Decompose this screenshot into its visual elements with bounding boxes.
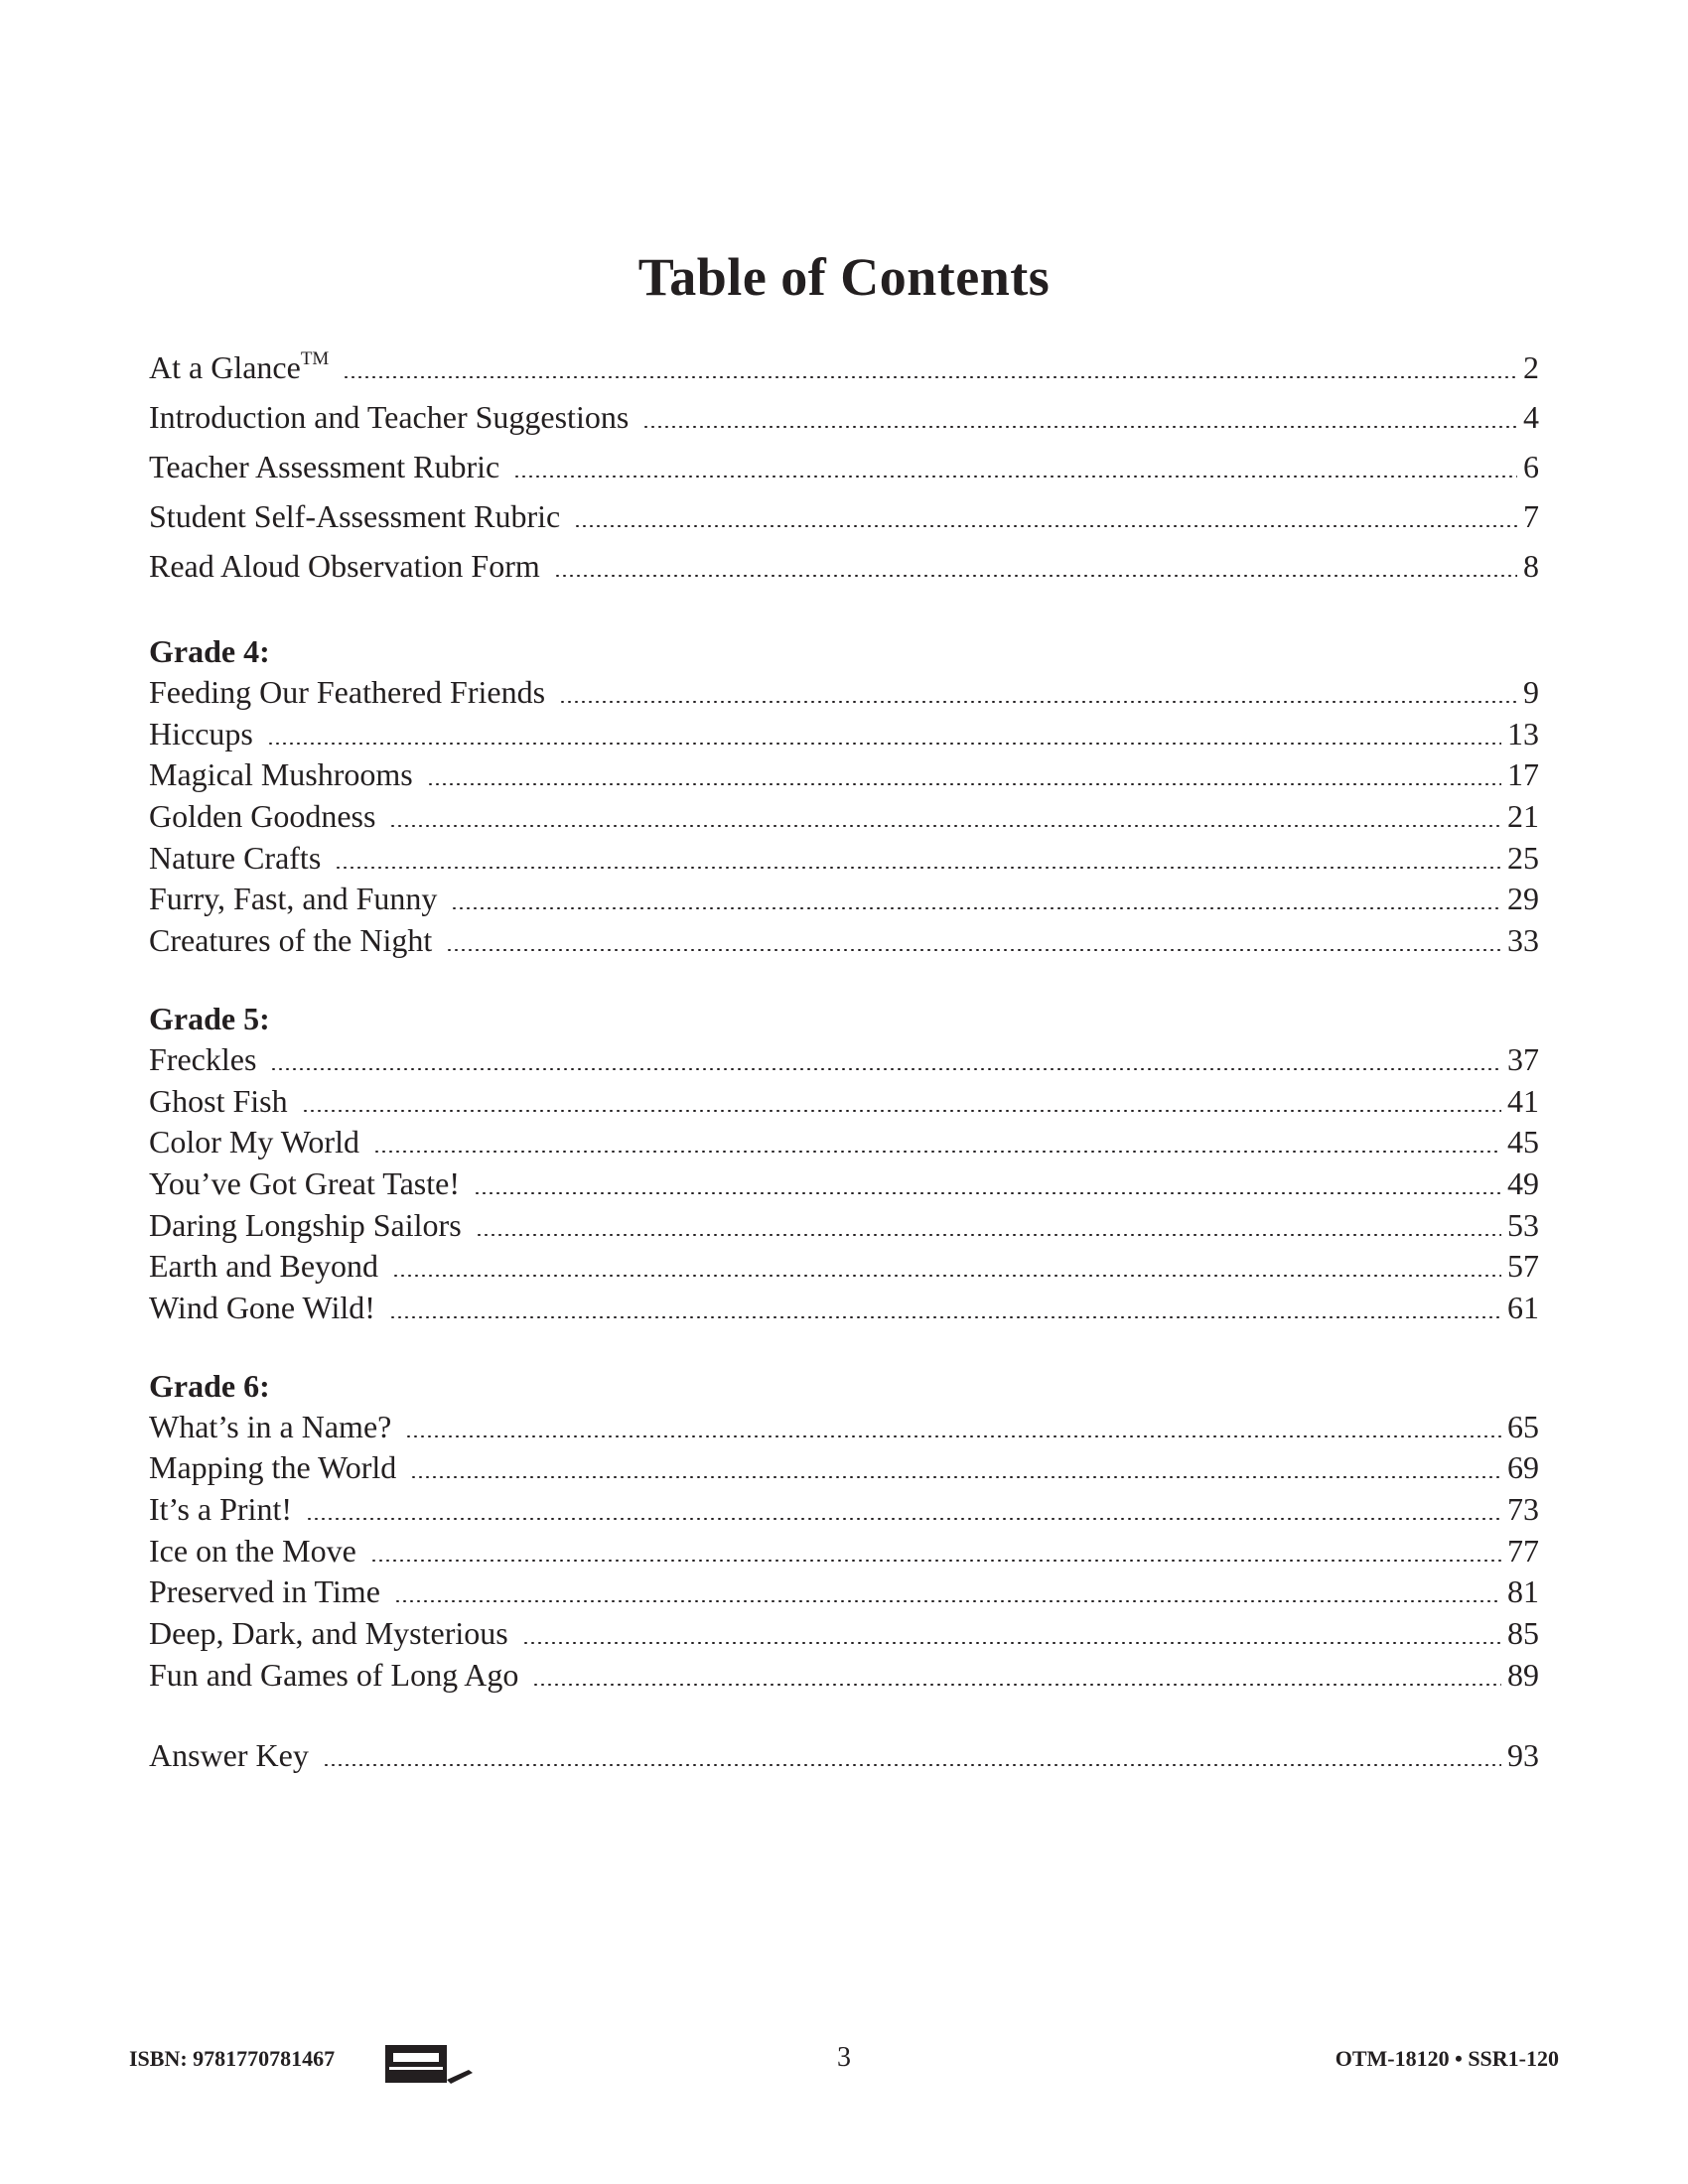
product-code: OTM-18120 • SSR1-120 [1335,2046,1559,2071]
toc-entry[interactable] [149,1246,1539,1288]
dot-leader [513,476,1517,478]
table-of-contents [149,342,1539,1777]
toc-entry[interactable] [149,838,1539,880]
toc-entry-label: Freckles [149,1040,257,1077]
dot-leader [642,426,1517,428]
toc-entry-label: Feeding Our Feathered Friends [149,674,546,710]
dot-leader [335,867,1501,869]
dot-leader [559,701,1517,703]
dot-leader [270,1068,1501,1070]
dot-leader [451,907,1501,909]
dot-leader [394,1600,1501,1602]
toc-entry-page: 45 [1507,1124,1539,1160]
toc-entry-label: Mapping the World [149,1449,397,1486]
toc-entry[interactable] [149,920,1539,962]
dot-leader [373,1151,1501,1153]
toc-entry-page: 33 [1507,922,1539,959]
toc-entry-label: Color My World [149,1124,359,1160]
grade-4-section [149,630,1539,962]
toc-entry[interactable] [149,1571,1539,1613]
toc-entry-label: Student Self-Assessment Rubric [149,498,561,534]
toc-entry-label: Teacher Assessment Rubric [149,449,500,484]
toc-entry[interactable] [149,714,1539,755]
toc-intro-section [149,342,1539,591]
toc-entry-label: Nature Crafts [149,839,322,876]
toc-entry-label: It’s a Print! [149,1491,292,1527]
grade-6-section [149,1365,1539,1697]
toc-entry-label: Fun and Games of Long Ago [149,1656,519,1693]
toc-entry[interactable] [149,1205,1539,1247]
toc-entry-label: Furry, Fast, and Funny [149,881,438,917]
dot-leader [389,1316,1501,1318]
toc-entry[interactable] [149,491,1539,541]
toc-entry[interactable] [149,392,1539,442]
toc-entry-label: Golden Goodness [149,798,376,835]
toc-entry-label: Ghost Fish [149,1082,288,1119]
toc-entry-page: 21 [1507,798,1539,835]
dot-leader [302,1110,1501,1112]
toc-entry[interactable] [149,1163,1539,1205]
dot-leader [574,525,1517,527]
dot-leader [306,1518,1501,1520]
toc-entry-page: 2 [1523,349,1539,385]
toc-entry-label: Deep, Dark, and Mysterious [149,1615,508,1652]
toc-entry-page: 8 [1523,548,1539,584]
toc-entry-label: Read Aloud Observation Form [149,548,540,584]
toc-entry-label: Wind Gone Wild! [149,1289,375,1325]
toc-entry-label: Daring Longship Sailors [149,1206,462,1243]
toc-entry-page: 89 [1507,1656,1539,1693]
dot-leader [476,1234,1501,1236]
toc-entry-label: Answer Key [149,1737,309,1774]
toc-entry[interactable] [149,1613,1539,1655]
page-number: 3 [837,2042,851,2073]
grade-heading: Grade 6: [149,1367,270,1404]
toc-entry-label: Introduction and Teacher Suggestions [149,399,630,435]
grade-heading: Grade 5: [149,1000,270,1036]
toc-entry-label: What’s in a Name? [149,1408,392,1444]
toc-entry-label: At a Glance™ [149,348,330,385]
toc-entry[interactable] [149,342,1539,392]
dot-leader [267,743,1501,745]
toc-entry[interactable] [149,1531,1539,1572]
toc-entry[interactable] [149,1407,1539,1448]
grade-heading: Grade 4: [149,633,270,669]
page-title: Table of Contents [637,247,1051,308]
toc-entry-page: 77 [1507,1532,1539,1569]
toc-entry[interactable] [149,541,1539,591]
toc-entry[interactable] [149,1447,1539,1489]
toc-entry[interactable] [149,1489,1539,1531]
toc-entry-page: 53 [1507,1206,1539,1243]
toc-entry-label: You’ve Got Great Taste! [149,1164,460,1201]
toc-entry[interactable] [149,442,1539,491]
toc-entry[interactable] [149,672,1539,714]
toc-entry-answer-key[interactable] [149,1735,1539,1777]
dot-leader [522,1642,1501,1644]
toc-entry-page: 6 [1523,449,1539,484]
toc-entry-page: 93 [1507,1737,1539,1774]
toc-entry[interactable] [149,1655,1539,1697]
toc-entry-page: 61 [1507,1289,1539,1325]
toc-entry-page: 9 [1523,674,1539,710]
toc-entry-page: 85 [1507,1615,1539,1652]
toc-entry-label: Preserved in Time [149,1573,380,1610]
toc-entry-page: 13 [1507,715,1539,751]
dot-leader [405,1435,1501,1437]
trademark-mark: TM [300,348,330,369]
toc-entry-label: Creatures of the Night [149,922,433,959]
toc-entry[interactable] [149,754,1539,796]
toc-entry[interactable] [149,1122,1539,1163]
toc-entry[interactable] [149,796,1539,838]
toc-entry-page: 37 [1507,1040,1539,1077]
toc-entry[interactable] [149,1039,1539,1081]
toc-entry-label: Earth and Beyond [149,1248,379,1285]
toc-entry[interactable] [149,1288,1539,1329]
toc-entry-label: Ice on the Move [149,1532,356,1569]
toc-entry-page: 69 [1507,1449,1539,1486]
toc-entry[interactable] [149,1081,1539,1123]
dot-leader [323,1764,1501,1766]
toc-entry-label: Magical Mushrooms [149,756,413,793]
isbn-text: ISBN: 9781770781467 [129,2046,336,2071]
toc-entry-page: 29 [1507,881,1539,917]
page-footer [0,2040,1688,2080]
toc-entry-page: 41 [1507,1082,1539,1119]
dot-leader [410,1476,1501,1478]
toc-entry-page: 73 [1507,1491,1539,1527]
dot-leader [474,1192,1501,1194]
dot-leader [370,1560,1501,1562]
toc-entry-page: 17 [1507,756,1539,793]
dot-leader [392,1275,1501,1277]
dot-leader [427,783,1501,785]
toc-entry-page: 65 [1507,1408,1539,1444]
toc-entry-label: Hiccups [149,715,253,751]
dot-leader [554,575,1517,577]
dot-leader [389,825,1501,827]
toc-entry-page: 7 [1523,498,1539,534]
toc-entry-page: 4 [1523,399,1539,435]
toc-entry-page: 81 [1507,1573,1539,1610]
dot-leader [532,1684,1501,1686]
grade-5-section [149,998,1539,1329]
toc-entry[interactable] [149,879,1539,920]
toc-entry-page: 25 [1507,839,1539,876]
toc-entry-page: 49 [1507,1164,1539,1201]
toc-entry-page: 57 [1507,1248,1539,1285]
dot-leader [446,949,1501,951]
dot-leader [343,376,1517,378]
